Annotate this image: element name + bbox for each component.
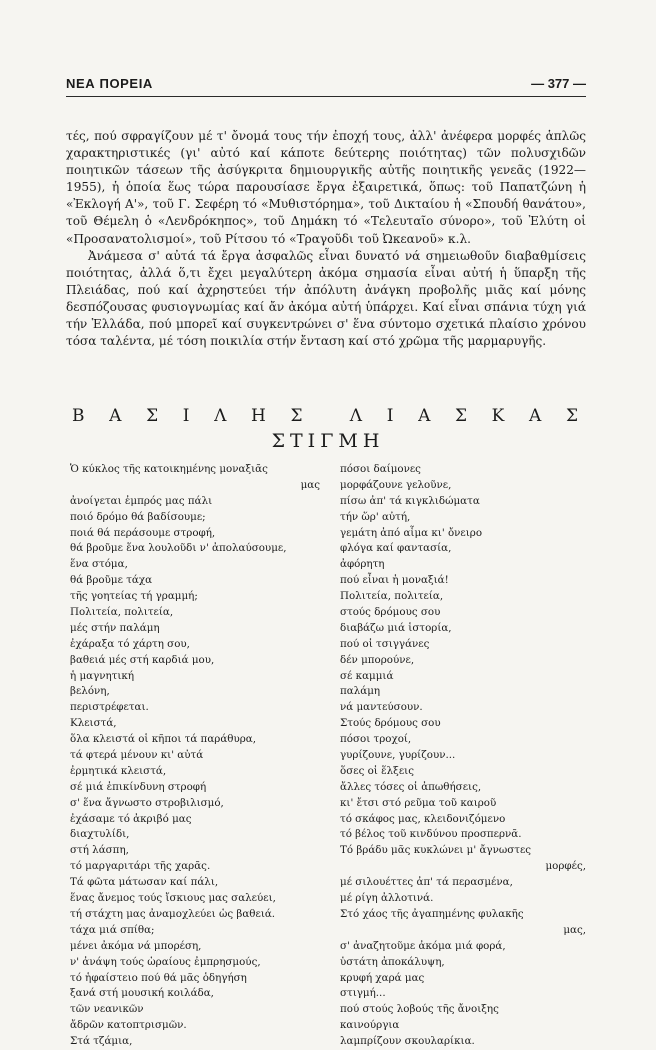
poem-line: τό σκάφος μας, κλειδονιζόμενο	[340, 812, 506, 825]
poet-name-letter: Ι	[386, 406, 396, 426]
poem-line: ἐχάραξα τό χάρτη σου,	[70, 637, 190, 650]
poet-name-letter: Σ	[455, 406, 470, 426]
poem-line: ξανά στή μουσική κοιλάδα,	[70, 987, 214, 1000]
poet-name-letter: Α	[529, 406, 544, 426]
poem-line: γυρίζουνε, γυρίζουν...	[340, 749, 456, 762]
poem-line: πού εἶναι ἡ μοναξιά!	[340, 574, 449, 587]
poem-line: μέ σιλουέττες ἀπ' τά περασμένα,	[340, 876, 513, 889]
poem-line: πίσω ἀπ' τά κιγκλιδώματα	[340, 494, 480, 507]
poem-line: μορφάζουνε γελοῦνε,	[340, 478, 452, 491]
header-rule	[66, 96, 586, 97]
poem-line: πού στούς λοβούς τῆς ἄνοιξης	[340, 1003, 499, 1016]
poem-line: ἕνας ἄνεμος τούς ἴσκιους μας σαλεύει,	[70, 892, 276, 905]
poet-name-letter: Ι	[182, 406, 192, 426]
poem-line: κι' ἔτσι στό ρεῦμα τοῦ καιροῦ	[340, 796, 497, 809]
page-header	[66, 76, 586, 98]
poem-line: πόσοι τροχοί,	[340, 733, 412, 746]
poem-line: θά βροῦμε τάχα	[70, 574, 153, 587]
poet-name-letter: Α	[109, 406, 124, 426]
poem-line: ἀφόρητη	[340, 558, 385, 571]
poem-line: παλάμη	[340, 685, 381, 698]
poet-name-letter: Β	[72, 406, 87, 426]
poem-line: τάχα μιά σπίθα;	[70, 923, 155, 936]
poem-line: διαχτυλίδι,	[70, 828, 130, 841]
poem-line: ἄλλες τόσες οἱ ἀπωθήσεις,	[340, 780, 482, 793]
poem-line: βελόνη,	[70, 685, 110, 698]
poem-line: περιστρέφεται.	[70, 701, 149, 714]
poem-line: Στούς δρόμους σου	[340, 717, 441, 730]
poem-line: νά μαντεύσουν.	[340, 701, 423, 714]
poem-line: κρυφή χαρά μας	[340, 971, 425, 984]
poem-line: ἄδρῶν κατοπτρισμῶν.	[70, 1019, 187, 1032]
poem-line: ποιά θά περάσουμε στροφή,	[70, 526, 216, 539]
poem-line: καινούργια	[340, 1019, 400, 1032]
poem-line: ἐχάσαμε τό ἀκριβό μας	[70, 812, 192, 825]
poet-name-letter: Λ	[214, 406, 229, 426]
poet-name-letter: Σ	[565, 406, 580, 426]
poem-line: δέν μπορούνε,	[340, 653, 415, 666]
poem-line: ἀνοίγεται ἐμπρός μας πάλι	[70, 494, 213, 507]
poem-line: σ' ἕνα ἄγνωστο στροβιλισμό,	[70, 796, 224, 809]
poet-name-letter: Η	[251, 406, 268, 426]
poem-line: θά βροῦμε ἕνα λουλοῦδι ν' ἀπολαύσουμε,	[70, 542, 287, 555]
poem-line: ἐρμητικά κλειστά,	[70, 764, 167, 777]
essay-text	[66, 128, 586, 350]
poem-line: τό ἡφαίστειο πού θά μᾶς ὁδηγήση	[70, 971, 247, 984]
poem-line: μένει ἀκόμα νά μπορέση,	[70, 939, 202, 952]
poem-line: Πολιτεία, πολιτεία,	[340, 590, 444, 603]
poem-line: στιγμή...	[340, 987, 386, 1000]
poem-line: μέ ρίγη ἀλλοτινά.	[340, 892, 434, 905]
poem-line: βαθειά μές στή καρδιά μου,	[70, 653, 215, 666]
poem-line: μας,	[563, 923, 586, 936]
poem-line: ὑστάτη ἀποκάλυψη,	[340, 955, 445, 968]
poem-line: τή στάχτη μας ἀναμοχλεύει ὡς βαθειά.	[70, 907, 276, 920]
poem-line: πόσοι δαίμονες	[340, 463, 421, 475]
poem-line: τό μαργαριτάρι τῆς χαρᾶς.	[70, 860, 211, 873]
paragraph: τές, πού σφραγίζουν μέ τ' ὄνομά τους τήν ἐποχή τους, ἀλλ' ἀνέφερα μορφές ἁπλῶς χαρακτηριστικές (γι' αὐτό καί κάποτε δεύτερης ποιότητας) τῶν πολυσχιδῶν ποιητικῶν τάσεων τῆς ἀσύγκριτα δημιουργικῆς αὐτῆς ποιητικῆς γενεᾶς (1922—1955), ἡ ὁποία ἕως τώρα παρουσίασε ἔργα ἐξαιρετικά, ὅπως: τοῦ Παπατζώνη ἡ «Ἐκλογή Α'», τοῦ Γ. Σεφέρη τό «Μυθιστόρημα», τοῦ Δικταίου ἡ «Σπουδή θανάτου», τοῦ Θέμελη ὁ «Λενδρόκηπος», τοῦ Δημάκη τό «Τελευταῖο σύνορο», τοῦ Ἐλύτη οἱ «Προσανατολισμοί», τοῦ Ρίτσου τό «Τραγοῦδι τοῦ Ὠκεανοῦ» κ.λ.	[66, 129, 586, 246]
journal-title: ΝΕΑ ΠΟΡΕΙΑ	[66, 76, 153, 91]
poem-line: στούς δρόμους σου	[340, 606, 441, 619]
poem-line: τῆς γοητείας τή γραμμή;	[70, 590, 198, 603]
poem-line: τά φτερά μένουν κι' αὐτά	[70, 749, 204, 762]
poem-line: Πολιτεία, πολιτεία,	[70, 606, 174, 619]
page-number: — 377 —	[531, 76, 586, 91]
poem-line: ἡ μαγνητική	[70, 669, 135, 682]
poem-line: μορφές,	[545, 860, 586, 873]
poem-line: σέ καμμιά	[340, 669, 394, 682]
poet-name-letter: Λ	[349, 406, 365, 426]
poem-line: γεμάτη ἀπό αἷμα κι' ὄνειρο	[340, 526, 483, 539]
poem-line: στή λάσπη,	[70, 844, 129, 857]
poem-line: τῶν νεανικῶν	[70, 1003, 144, 1016]
poet-name	[72, 406, 580, 430]
paragraph: Ἀνάμεσα σ' αὐτά τά ἔργα ἀσφαλῶς εἶναι δυνατό νά σημειωθοῦν διαβαθμίσεις ποιότητας, ἀλλά ὅ,τι ἔχει μεγαλύτερη ἀκόμα σημασία εἶναι αὐτή ἡ ὕπαρξη τῆς Πλειάδας, πού καί ἀχρηστεύει τήν ἀπόλυτη ἀνάγκη προβολῆς μιᾶς καί μόνης δεσπόζουσας φυσιογνωμίας καί ἄν ἀκόμα αὐτή ὑπάρχει. Καί εἶναι σπάνια τύχη γιά τήν Ἑλλάδα, πού μπορεῖ καί συγκεντρώνει σ' ἕνα σύντομο σχετικά πλαίσιο χρόνου τόσα ταλέντα, μέ τόση ποικιλία στήν ἔνταση καί στό χρῶμα τῆς μαρμαρυγῆς.	[66, 248, 586, 349]
poet-name-letter: Σ	[146, 406, 161, 426]
poem-line: Κλειστά,	[70, 717, 117, 730]
poem-line: ποιό δρόμο θά βαδίσουμε;	[70, 510, 206, 523]
poem-line: ὅλα κλειστά οἱ κῆποι τά παράθυρα,	[70, 733, 257, 746]
poem-line: μές στήν παλάμη	[70, 621, 160, 634]
poem-line: Στό χάος τῆς ἀγαπημένης φυλακῆς	[340, 907, 524, 920]
poem-line: μας	[300, 478, 320, 491]
poem-line: σέ μιά ἐπικίνδυνη στροφή	[70, 780, 207, 793]
poem-line: φλόγα καί φαντασία,	[340, 542, 452, 555]
poem-line: ἕνα στόμα,	[70, 558, 128, 571]
poet-name-letter: Σ	[290, 406, 305, 426]
poet-name-letter: Κ	[491, 406, 507, 426]
poem-line: Τά φῶτα μάτωσαν καί πάλι,	[70, 876, 219, 889]
poem-line: λαμπρίζουν σκουλαρίκια.	[340, 1035, 475, 1048]
poem-left-column	[70, 462, 320, 1050]
poem-line: Τό βράδυ μᾶς κυκλώνει μ' ἄγνωστες	[340, 844, 532, 857]
poem-line: πού οἱ τσιγγάνες	[340, 637, 430, 650]
poem-line: ν' ἀνάψη τούς ὡραίους ἐμπρησμούς,	[70, 955, 261, 968]
poem-line: τό βέλος τοῦ κινδύνου προσπερνᾶ.	[340, 828, 522, 841]
poem-line: σ' ἀναζητοῦμε ἀκόμα μιά φορά,	[340, 939, 506, 952]
poem-line: διαβάζω μιά ἱστορία,	[340, 621, 452, 634]
poem-title: ΣΤΙΓΜΗ	[271, 430, 385, 452]
poem-line: Στά τζάμια,	[70, 1035, 133, 1048]
poem-line: ὅσες οἱ ἕλξεις	[340, 764, 414, 777]
poem-line: Ὁ κύκλος τῆς κατοικημένης μοναξιᾶς	[70, 463, 268, 475]
poem-line: τήν ὥρ' αὐτή,	[340, 510, 411, 523]
poet-name-letter: Α	[418, 406, 433, 426]
poem-right-column	[340, 462, 586, 1050]
